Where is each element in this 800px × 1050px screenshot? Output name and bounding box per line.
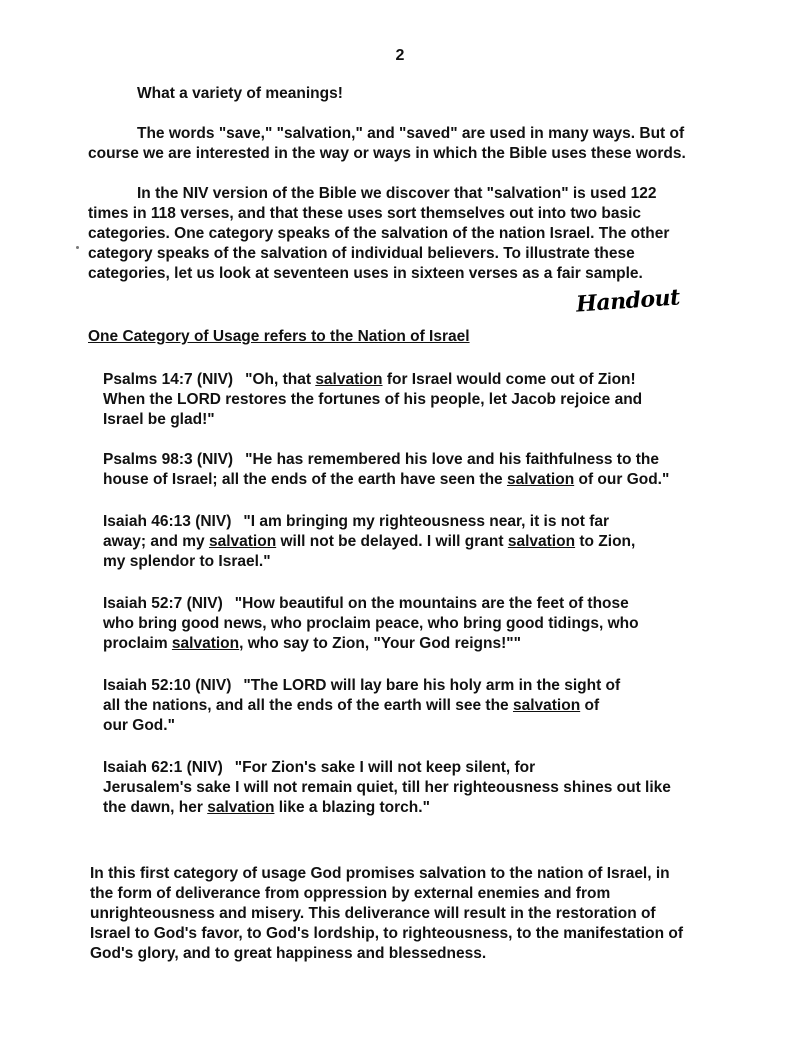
- verse-text: When the LORD restores the fortunes of his people, let Jacob rejoice and: [103, 391, 643, 408]
- paragraph-words-usage: [88, 124, 686, 164]
- paragraph-line: category speaks of the salvation of individual believers. To illustrate these: [88, 245, 635, 262]
- verse-line: [103, 594, 639, 614]
- verse-reference: Isaiah 62:1 (NIV): [103, 759, 223, 776]
- verse-reference: Isaiah 52:10 (NIV): [103, 677, 232, 694]
- verse-line: [103, 410, 642, 430]
- verse-line: [103, 470, 669, 490]
- verse-text: Jerusalem's sake I will not remain quiet, till her righteousness shines out like: [103, 779, 671, 796]
- verse-block: [103, 370, 642, 430]
- verse-text: "The LORD will lay bare his holy arm in the sight of: [243, 677, 621, 694]
- underlined-word: salvation: [512, 697, 581, 714]
- scan-speck: [76, 246, 79, 249]
- verse-text: "For Zion's sake I will not keep silent, for: [234, 759, 536, 776]
- underlined-word: salvation: [208, 533, 277, 550]
- verse-text: like a blazing torch.": [274, 799, 430, 816]
- paragraph-line: categories. One category speaks of the salvation of the nation Israel. The other: [88, 225, 670, 242]
- paragraph-line: times in 118 verses, and that these uses sort themselves out into two basic: [88, 205, 642, 222]
- paragraph-line: categories, let us look at seventeen uses in sixteen verses as a fair sample.: [88, 265, 643, 282]
- verse-line: [103, 532, 635, 552]
- section-heading: One Category of Usage refers to the Nation of Israel: [88, 328, 470, 345]
- verse-text: proclaim: [103, 635, 172, 652]
- verse-text: "How beautiful on the mountains are the feet of those: [234, 595, 629, 612]
- verse-text: our God.": [103, 717, 175, 734]
- verse-text: the dawn, her: [103, 799, 208, 816]
- verse-line: [103, 512, 635, 532]
- verse-reference: Isaiah 52:7 (NIV): [103, 595, 223, 612]
- verse-text: "He has remembered his love and his faithfulness to the: [245, 451, 659, 468]
- underlined-word: salvation: [207, 799, 275, 816]
- verse-text: , who say to Zion, "Your God reigns!"": [239, 635, 521, 652]
- verse-line: [103, 798, 671, 818]
- verse-text: for Israel would come out of Zion!: [382, 371, 636, 388]
- paragraph-line: In this first category of usage God promises salvation to the nation of Israel, in: [90, 865, 670, 882]
- verse-block: [103, 594, 639, 654]
- verse-line: [103, 676, 620, 696]
- verse-reference: Psalms 98:3 (NIV): [103, 451, 234, 468]
- verse-line: [103, 696, 620, 716]
- underlined-word: salvation: [506, 471, 575, 488]
- page-number: 2: [395, 47, 405, 64]
- verse-line: [103, 778, 671, 798]
- paragraph-line: The words "save," "salvation," and "saved" are used in many ways. But of: [137, 125, 685, 142]
- verse-text: to Zion,: [575, 533, 636, 550]
- verse-line: [103, 716, 620, 736]
- underlined-word: salvation: [507, 533, 576, 550]
- verse-line: [103, 450, 669, 470]
- verse-block: [103, 758, 671, 818]
- verse-line: [103, 614, 639, 634]
- underlined-word: salvation: [171, 635, 240, 652]
- paragraph-line: God's glory, and to great happiness and blessedness.: [90, 945, 487, 962]
- verse-block: [103, 450, 669, 490]
- verse-text: house of Israel; all the ends of the earth have seen the: [103, 471, 507, 488]
- verse-text: of: [580, 697, 600, 714]
- verse-text: all the nations, and all the ends of the earth will see the: [103, 697, 513, 714]
- verse-line: [103, 390, 642, 410]
- paragraph-conclusion: [90, 864, 683, 964]
- paragraph-line: In the NIV version of the Bible we discover that "salvation" is used 122: [137, 185, 657, 202]
- handwritten-note: Handout: [575, 284, 681, 318]
- verse-line: [103, 370, 642, 390]
- verse-line: [103, 758, 671, 778]
- verse-block: [103, 676, 620, 736]
- paragraph-line: course we are interested in the way or ways in which the Bible uses these words.: [88, 145, 686, 162]
- verse-text: Israel be glad!": [103, 411, 215, 428]
- verse-text: will not be delayed. I will grant: [276, 533, 508, 550]
- verse-text: who bring good news, who proclaim peace, who bring good tidings, who: [103, 615, 639, 632]
- paragraph-line: the form of deliverance from oppression by external enemies and from: [90, 885, 611, 902]
- underlined-word: salvation: [315, 371, 383, 388]
- verse-text: away; and my: [103, 533, 209, 550]
- verse-text: my splendor to Israel.": [103, 553, 271, 570]
- verse-text: of our God.": [574, 471, 670, 488]
- verse-line: [103, 552, 635, 572]
- verse-reference: Psalms 14:7 (NIV): [103, 371, 234, 388]
- paragraph-line: unrighteousness and misery. This deliverance will result in the restoration of: [90, 905, 656, 922]
- verse-line: [103, 634, 639, 654]
- intro-line: What a variety of meanings!: [137, 85, 343, 102]
- verse-reference: Isaiah 46:13 (NIV): [103, 513, 232, 530]
- verse-block: [103, 512, 635, 572]
- verse-text: "Oh, that: [245, 371, 316, 388]
- paragraph-niv-usage: [88, 184, 669, 284]
- verse-text: "I am bringing my righteousness near, it is not far: [243, 513, 610, 530]
- paragraph-line: Israel to God's favor, to God's lordship, to righteousness, to the manifestation of: [90, 925, 683, 942]
